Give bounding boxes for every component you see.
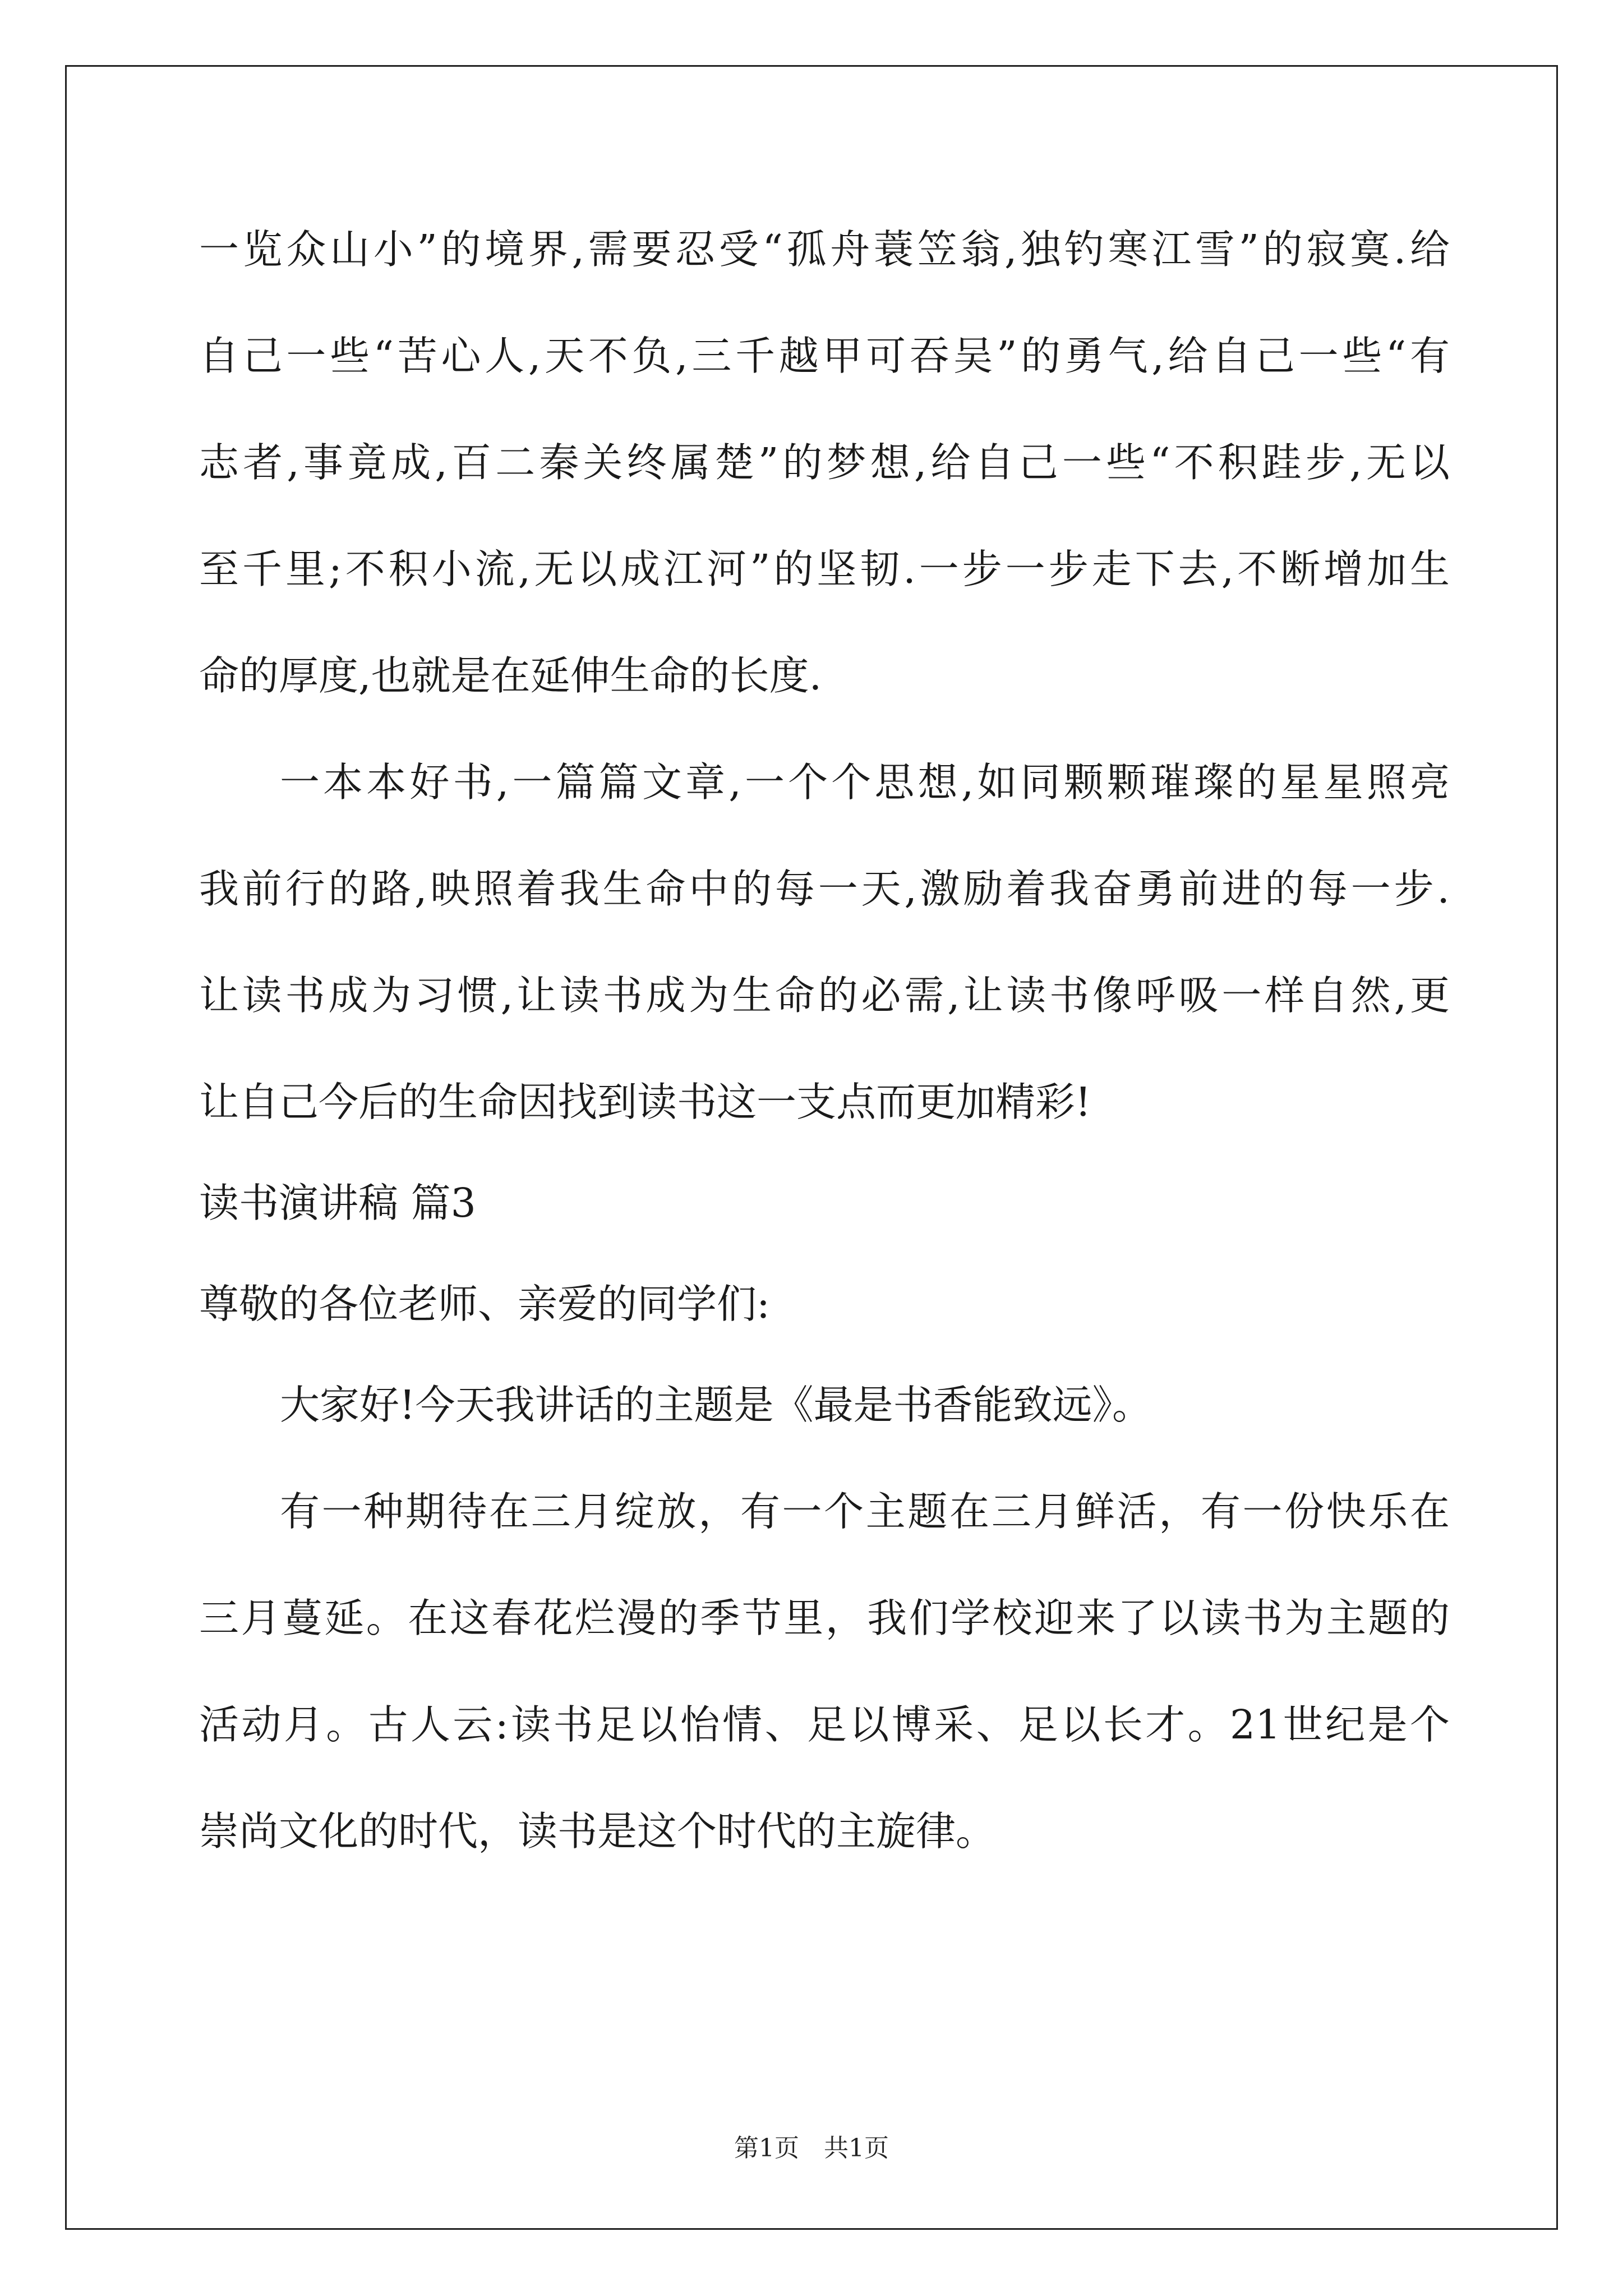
text-line: 让自己今后的生命因找到读书这一支点而更加精彩! [199, 1079, 1091, 1125]
text-line: 有一种期待在三月绽放，有一个主题在三月鲜活，有一份快乐在 [280, 1488, 1450, 1535]
text-line: 至千里;不积小流,无以成江河”的坚韧.一步一步走下去,不断增加生 [199, 546, 1450, 592]
text-line: 一览众山小”的境界,需要忍受“孤舟蓑笠翁,独钓寒江雪”的寂寞.给 [199, 226, 1450, 273]
text-line: 崇尚文化的时代，读书是这个时代的主旋律。 [199, 1808, 996, 1855]
text-line: 让读书成为习惯,让读书成为生命的必需,让读书像呼吸一样自然,更 [199, 972, 1450, 1019]
text-line: 一本本好书,一篇篇文章,一个个思想,如同颗颗璀璨的星星照亮 [280, 759, 1450, 806]
text-line: 三月蔓延。在这春花烂漫的季节里，我们学校迎来了以读书为主题的 [199, 1595, 1450, 1641]
text-line: 大家好!今天我讲话的主题是《最是书香能致远》。 [280, 1382, 1152, 1428]
page-frame [65, 65, 1558, 2230]
text-line: 自己一些“苦心人,天不负,三千越甲可吞吴”的勇气,给自己一些“有 [199, 333, 1450, 379]
text-line: 志者,事竟成,百二秦关终属楚”的梦想,给自己一些“不积跬步,无以 [199, 439, 1450, 486]
text-line: 活动月。古人云:读书足以怡情、足以博采、足以长才。21世纪是个 [199, 1701, 1450, 1748]
salutation: 尊敬的各位老师、亲爱的同学们: [199, 1281, 770, 1327]
section-heading: 读书演讲稿 篇3 [199, 1180, 476, 1226]
text-line: 我前行的路,映照着我生命中的每一天,激励着我奋勇前进的每一步. [199, 866, 1450, 912]
page-number-footer: 第1页 共1页 [734, 2134, 889, 2162]
text-line: 命的厚度,也就是在延伸生命的长度. [199, 652, 822, 699]
